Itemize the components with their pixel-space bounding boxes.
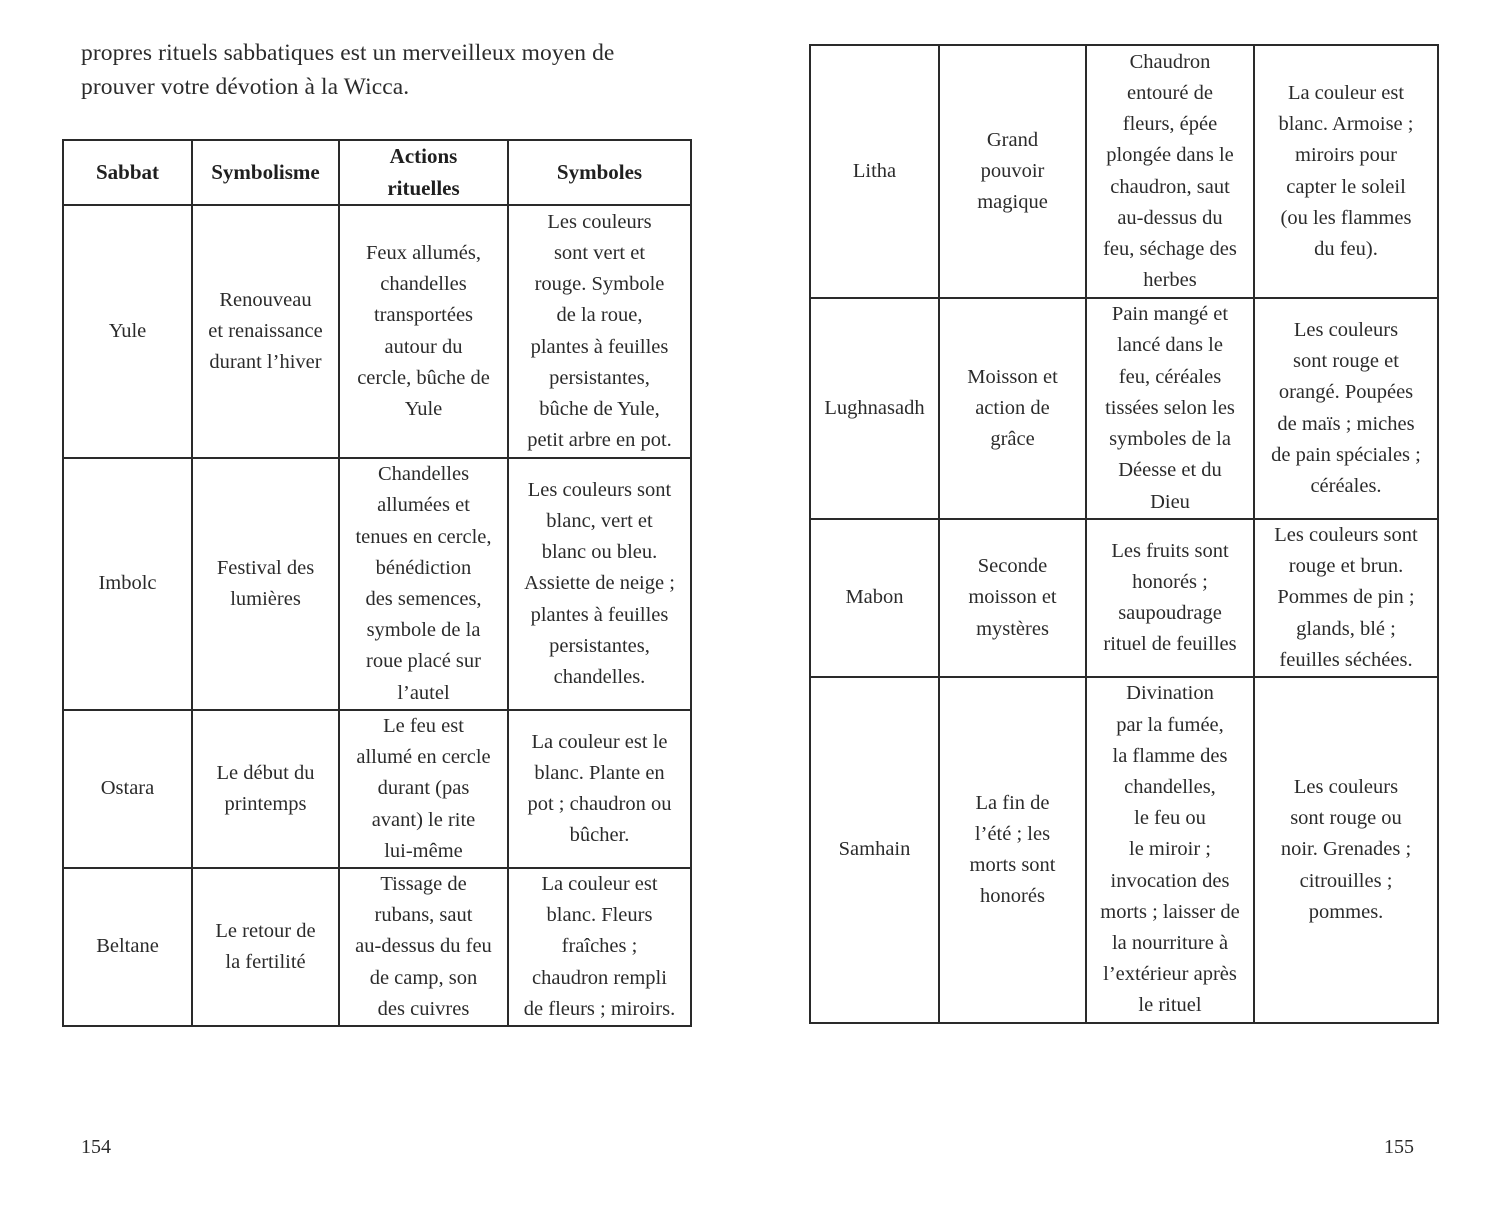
cell-text-line: le rituel [1138,994,1202,1017]
cell-symbolisme [192,710,339,868]
cell-text-line: Yule [108,319,147,342]
cell-actions [1086,298,1254,519]
cell-text-line: moisson et [968,586,1057,609]
cell-text-line: Moisson et [967,365,1058,388]
cell-text-line: durant l’hiver [209,351,322,374]
cell-text-line: action de [975,396,1050,419]
intro-paragraph [81,36,691,104]
cell-text-line: Samhain [838,838,911,861]
cell-text-line: Divination [1126,682,1214,705]
cell-text-line: Feux allumés, [365,241,481,264]
cell-text-line: noir. Grenades ; [1280,838,1412,861]
cell-text-line: Les couleurs sont [527,478,672,501]
cell-text-line: citrouilles ; [1299,869,1393,892]
cell-symbolisme [939,298,1086,519]
cell-text-line: allumées et [377,494,470,517]
cell-text-line: céréales. [1310,474,1382,497]
cell-text-line: printemps [224,793,307,815]
cell-actions [1086,519,1254,677]
cell-text-line: sont rouge ou [1290,807,1402,830]
cell-text-line: rituel de feuilles [1103,633,1237,656]
header-symboles [508,140,691,205]
cell-text-line: blanc, vert et [546,509,653,532]
cell-symboles [508,458,691,710]
cell-text-line: tenues en cercle, [355,525,492,548]
cell-symbolisme [192,458,339,710]
cell-text-line: orangé. Poupées [1278,381,1414,404]
cell-text-line: la nourriture à [1111,932,1229,955]
cell-actions [339,868,508,1026]
cell-text-line: le feu ou [1134,807,1206,830]
cell-text-line: Yule [404,397,443,420]
cell-text-line: (ou les flammes [1280,206,1412,229]
cell-text-line: rouge. Symbole [534,273,665,296]
cell-text-line: blanc ou bleu. [541,541,658,564]
cell-text-line: Chandelles [377,463,470,486]
cell-text-line: rubans, saut [374,904,473,927]
cell-text-line: morts sont [969,854,1056,877]
cell-text-line: blanc. Armoise ; [1278,113,1414,136]
cell-sabbat [810,519,939,677]
cell-symboles [508,205,691,458]
cell-text-line: symboles de la [1109,428,1231,451]
cell-text-line: de maïs ; miches [1277,412,1415,435]
cell-text-line: chandelles. [553,666,646,688]
cell-text-line: chandelles [380,273,467,296]
cell-text-line: lancé dans le [1117,334,1223,357]
page-number-left: 154 [81,1136,111,1158]
cell-text-line: allumé en cercle [356,746,491,769]
cell-text-line: Grand [986,128,1039,151]
cell-actions [339,458,508,710]
cell-text-line: symbole de la [366,619,481,642]
cell-text-line: persistantes, [549,634,650,657]
cell-text-line: de camp, son [369,966,478,989]
cell-text-line: sont vert et [553,241,646,264]
cell-text-line: invocation des [1110,869,1230,892]
cell-text-line: plantes à feuilles [530,603,669,626]
table-row-yule [63,205,691,458]
cell-text-line: de la roue, [556,304,643,327]
table-row-mabon [810,519,1438,677]
cell-symboles [1254,45,1438,298]
cell-symbolisme [939,519,1086,677]
cell-text-line: du feu). [1314,237,1378,260]
cell-text-line: Déesse et du [1118,459,1222,482]
cell-text-line: Imbolc [98,572,157,595]
cell-symbolisme [192,205,339,458]
table-row-lughnasadh [810,298,1438,519]
sabbat-table-left [62,139,692,1027]
intro-line: prouver votre dévotion à la Wicca. [81,74,410,100]
cell-text-line: la flamme des [1112,744,1228,767]
cell-sabbat [810,45,939,298]
cell-text-line: feu, séchage des [1103,237,1237,260]
cell-text-line: feuilles séchées. [1279,648,1413,671]
cell-text-line: Litha [852,159,897,182]
cell-text-line: capter le soleil [1286,175,1406,198]
cell-symboles [1254,298,1438,519]
cell-text-line: de fleurs ; miroirs. [523,997,676,1020]
cell-actions [1086,677,1254,1023]
cell-text-line: mystères [976,617,1049,640]
cell-text-line: le miroir ; [1129,838,1211,861]
cell-text-line: cercle, bûche de [357,366,490,389]
cell-sabbat [63,205,192,458]
cell-text-line: des cuivres [377,997,470,1020]
cell-text-line: honorés [980,885,1045,908]
cell-text-line: Chaudron [1129,50,1211,73]
cell-text-line: durant (pas [377,777,470,800]
cell-text-line: saupoudrage [1118,602,1222,624]
cell-text-line: tissées selon les [1105,396,1235,419]
cell-text-line: Les couleurs sont [1274,524,1418,546]
sabbat-table-right [809,44,1439,1024]
cell-text-line: chaudron, saut [1110,175,1230,198]
header-sabbat [63,140,192,205]
cell-text-line: et renaissance [208,319,323,342]
cell-text-line: honorés ; [1132,570,1208,593]
cell-text-line: La fin de [975,791,1050,814]
header-actions-rituelles [339,140,508,205]
cell-text-line: persistantes, [549,366,650,389]
table-row-imbolc [63,458,691,710]
table-row-litha [810,45,1438,298]
cell-text-line: rouge et brun. [1288,555,1404,578]
cell-text-line: pommes. [1308,900,1384,923]
cell-text-line: Renouveau [219,288,312,311]
intro-line: propres rituels sabbatiques est un merveilleux moyen de [81,40,615,66]
page-number-right: 155 [1384,1136,1414,1158]
cell-text-line: Les couleurs [1293,318,1399,341]
cell-text-line: l’autel [397,681,450,704]
cell-text-line: Festival des [216,556,315,579]
cell-text-line: blanc. Plante en [534,761,665,784]
cell-sabbat [810,677,939,1023]
header-symbolisme [192,140,339,205]
cell-text-line: Beltane [96,935,159,958]
cell-actions [339,205,508,458]
cell-sabbat [63,868,192,1026]
cell-text-line: chaudron rempli [532,966,667,989]
cell-text-line: Symboles [556,159,643,184]
cell-sabbat [63,458,192,710]
cell-text-line: chandelles, [1124,776,1216,798]
cell-text-line: Tissage de [380,873,467,896]
table-row-samhain [810,677,1438,1023]
table-row-ostara [63,710,691,868]
cell-symboles [1254,519,1438,677]
cell-text-line: sont rouge et [1293,350,1399,373]
cell-text-line: des semences, [365,588,482,610]
cell-text-line: bénédiction [375,556,472,579]
cell-text-line: de pain spéciales ; [1271,443,1421,466]
cell-text-line: Mabon [845,586,904,609]
cell-text-line: Dieu [1150,490,1190,513]
cell-text-line: roue placé sur [366,650,481,673]
cell-sabbat [810,298,939,519]
cell-text-line: autour du [384,335,463,358]
cell-text-line: la fertilité [225,951,306,974]
cell-text-line: fleurs, épée [1122,113,1218,136]
cell-text-line: Sabbat [95,159,160,184]
cell-text-line: avant) le rite [371,808,476,831]
cell-symbolisme [939,45,1086,298]
cell-text-line: herbes [1143,269,1197,292]
cell-text-line: bûcher. [569,824,630,847]
cell-text-line: morts ; laisser de [1100,900,1240,923]
table-header-row [63,140,691,205]
cell-symbolisme [939,677,1086,1023]
cell-text-line: Pommes de pin ; [1277,586,1415,609]
cell-text-line: fraîches ; [561,935,638,958]
cell-text-line: Le retour de [215,919,316,942]
cell-actions [339,710,508,868]
cell-text-line: Lughnasadh [824,396,925,419]
cell-symbolisme [192,868,339,1026]
cell-text-line: pouvoir [980,159,1045,182]
cell-text-line: bûche de Yule, [539,397,660,420]
cell-text-line: La couleur est [541,873,658,896]
cell-text-line: La couleur est le [531,730,668,753]
cell-text-line: l’été ; les [974,822,1051,845]
table-row-beltane [63,868,691,1026]
cell-text-line: plantes à feuilles [530,335,669,358]
cell-text-line: plongée dans le [1106,144,1234,167]
cell-text-line: transportées [373,304,474,327]
cell-symboles [1254,677,1438,1023]
cell-text-line: feu, céréales [1118,365,1222,388]
cell-text-line: Seconde [977,555,1048,578]
cell-text-line: Assiette de neige ; [524,572,675,595]
cell-text-line: blanc. Fleurs [546,904,653,927]
cell-symboles [508,868,691,1026]
cell-text-line: par la fumée, [1116,713,1224,736]
cell-text-line: Pain mangé et [1111,303,1229,326]
cell-text-line: petit arbre en pot. [527,429,672,452]
cell-text-line: au-dessus du feu [355,935,492,958]
cell-text-line: grâce [990,428,1035,451]
cell-text-line: pot ; chaudron ou [527,793,672,815]
cell-text-line: La couleur est [1287,81,1405,104]
cell-text-line: Symbolisme [211,159,320,184]
cell-text-line: Les fruits sont [1111,539,1229,562]
cell-text-line: miroirs pour [1295,144,1397,167]
cell-text-line: lui-même [384,839,463,862]
cell-text-line: Les couleurs [547,210,652,233]
cell-actions [1086,45,1254,298]
cell-text-line: Le début du [216,761,315,784]
cell-text-line: l’extérieur après [1103,963,1237,986]
cell-text-line: Le feu est [383,715,464,737]
cell-symboles [508,710,691,868]
cell-text-line: entouré de [1127,81,1213,104]
cell-text-line: magique [977,191,1048,214]
cell-text-line: lumières [230,588,301,610]
cell-text-line: Ostara [100,777,155,800]
cell-text-line: au-dessus du [1117,206,1223,229]
cell-sabbat [63,710,192,868]
cell-text-line: glands, blé ; [1296,617,1396,640]
cell-text-line: Les couleurs [1293,776,1399,798]
cell-text-line: rituelles [387,175,460,200]
cell-text-line: Actions [389,144,458,169]
